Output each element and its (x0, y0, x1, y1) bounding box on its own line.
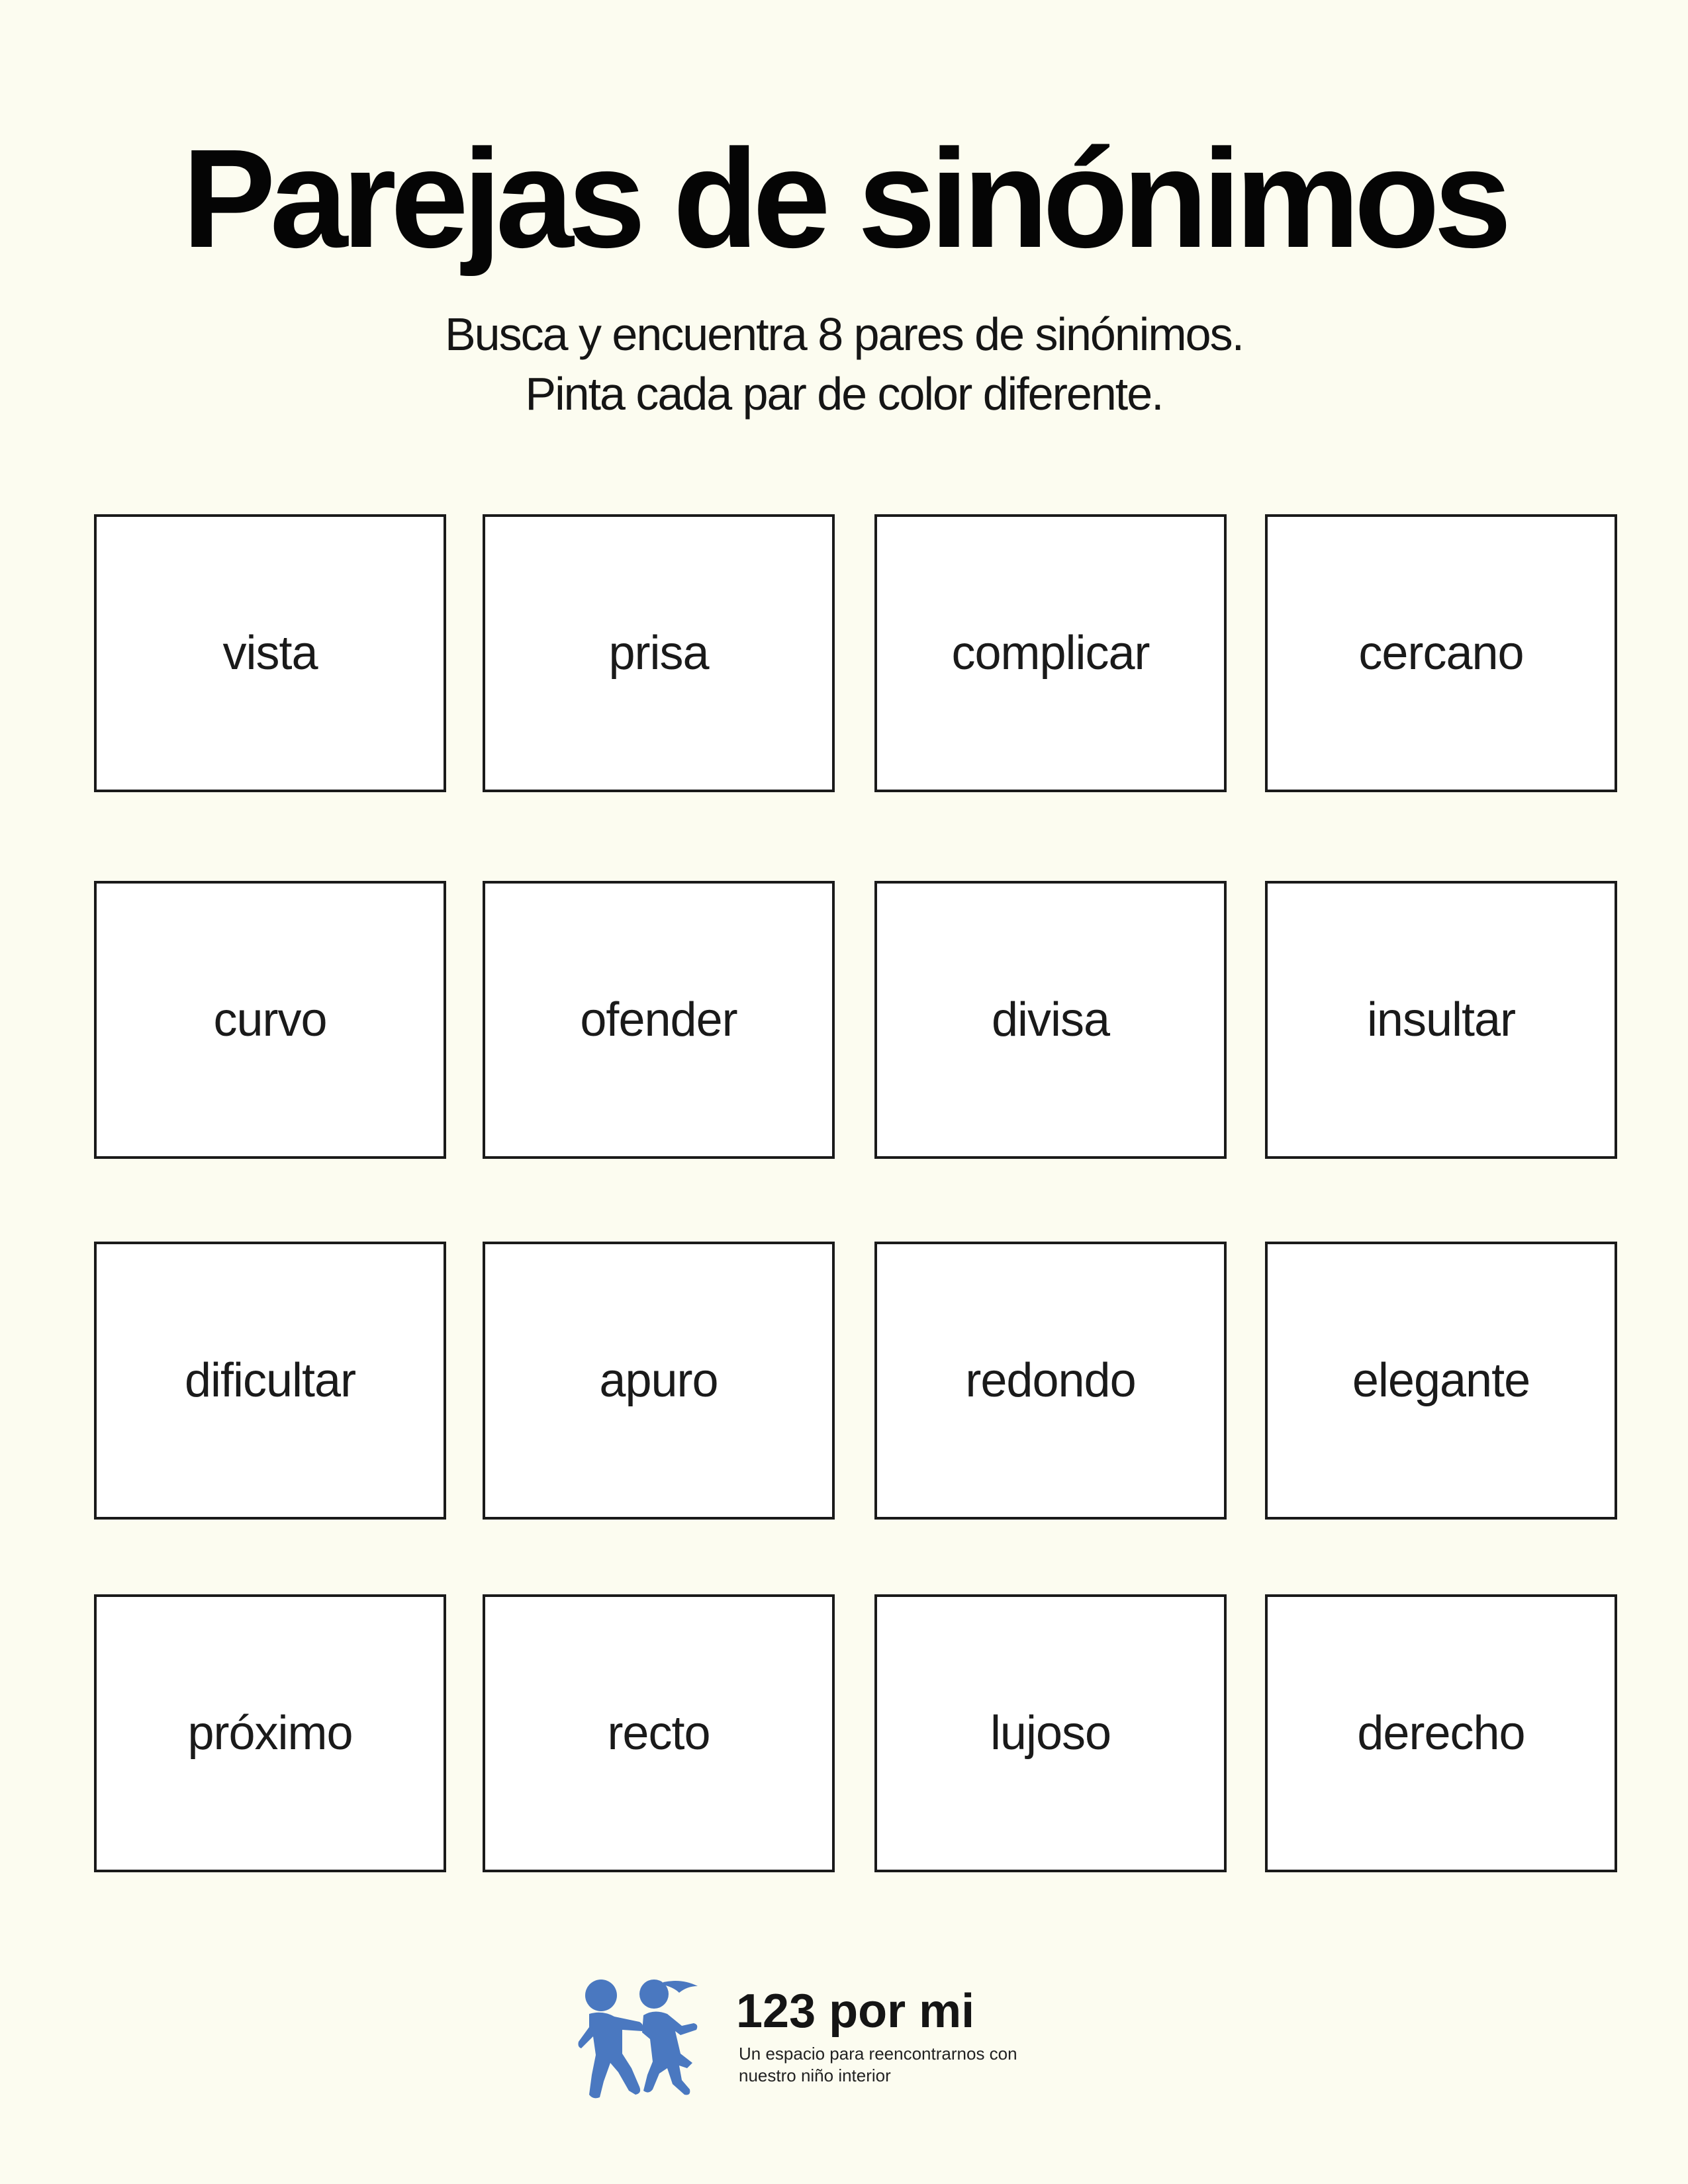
word-card[interactable] (874, 881, 1227, 1159)
brand-logo (576, 1976, 1053, 2101)
word-label: ofender (580, 993, 737, 1046)
word-label: prisa (608, 627, 709, 680)
word-label: próximo (187, 1707, 353, 1760)
brand-tagline: nuestro niño interior (739, 2066, 891, 2085)
word-label: complicar (951, 627, 1150, 680)
word-card[interactable] (874, 1242, 1227, 1520)
word-label: cercano (1358, 627, 1524, 680)
instructions-line-1: Busca y encuentra 8 pares de sinónimos. (444, 308, 1244, 360)
word-card[interactable] (483, 1242, 835, 1520)
word-label: derecho (1357, 1707, 1525, 1760)
word-label: lujoso (990, 1707, 1111, 1760)
children-playing-icon (576, 1976, 715, 2101)
word-card[interactable] (94, 881, 446, 1159)
word-card[interactable] (1265, 881, 1617, 1159)
word-card[interactable] (483, 881, 835, 1159)
word-card[interactable] (94, 514, 446, 792)
instructions-line-2: Pinta cada par de color diferente. (525, 368, 1163, 420)
word-label: curvo (213, 993, 327, 1046)
word-label: apuro (599, 1354, 718, 1407)
word-card[interactable] (1265, 514, 1617, 792)
brand-tagline: Un espacio para reencontrarnos con (739, 2044, 1017, 2064)
word-card[interactable] (483, 1594, 835, 1872)
word-card[interactable] (874, 1594, 1227, 1872)
word-card[interactable] (1265, 1594, 1617, 1872)
word-card[interactable] (94, 1242, 446, 1520)
word-label: divisa (991, 993, 1110, 1046)
word-label: redondo (965, 1354, 1136, 1407)
word-label: insultar (1366, 993, 1516, 1046)
word-label: recto (607, 1707, 710, 1760)
word-label: elegante (1352, 1354, 1530, 1407)
word-card[interactable] (1265, 1242, 1617, 1520)
word-card[interactable] (874, 514, 1227, 792)
word-label: vista (222, 627, 318, 680)
word-card[interactable] (94, 1594, 446, 1872)
word-label: dificultar (184, 1354, 356, 1407)
page-title: Parejas de sinónimos (182, 120, 1506, 277)
word-card[interactable] (483, 514, 835, 792)
brand-name: 123 por mi (736, 1985, 975, 2038)
